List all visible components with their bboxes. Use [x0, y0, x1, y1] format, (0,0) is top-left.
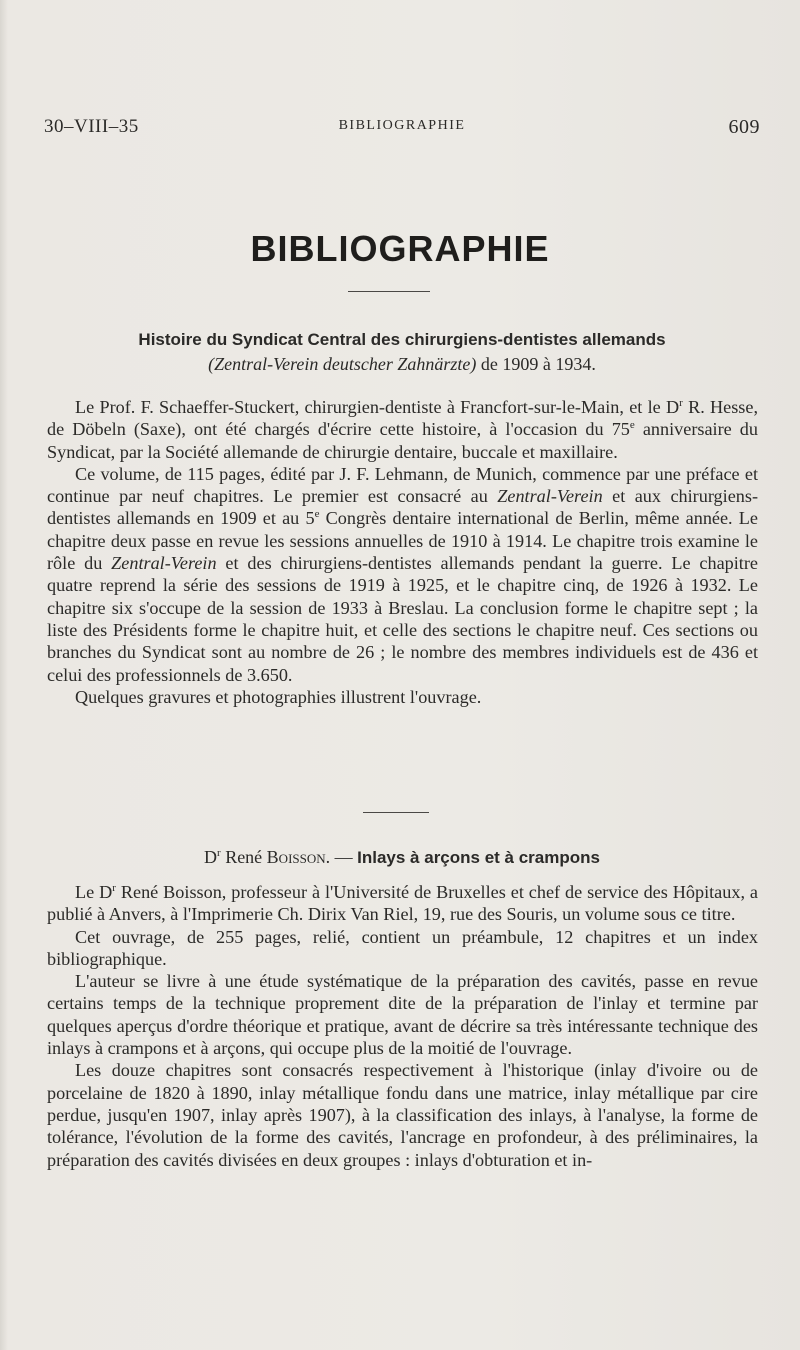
section2-paragraph-1 [47, 881, 758, 926]
superscript: r [679, 396, 683, 409]
section1-paragraph-2 [47, 463, 758, 686]
section2-heading [44, 845, 760, 870]
running-head-date: 30–VIII–35 [44, 116, 139, 137]
heading-dash: . — [325, 847, 358, 867]
section1-subtitle [44, 352, 760, 376]
section1-body [47, 396, 758, 708]
section2-title: Inlays à arçons et à crampons [357, 848, 600, 867]
superscript: r [112, 881, 116, 894]
superscript: e [314, 508, 320, 521]
text-run: Ce volume, de 115 pages, édité par J. F. Lehmann, de Munich, commence par une préface et continue par neuf chapitres. Le premier est consacré au [47, 463, 758, 507]
running-head-section: BIBLIOGRAPHIE [338, 118, 466, 133]
section2-body [47, 881, 758, 1171]
text-run: anniversaire du Syndicat, par la Société allemande de chirurgie dentaire, buccale et maxillaire. [47, 419, 758, 462]
superscript: r [217, 847, 221, 859]
italic-run: Zentral-Verein [111, 553, 217, 574]
text-run: Le Prof. F. Schaeffer-Stuckert, chirurgien-dentiste à Francfort-sur-le-Main, et le D [75, 397, 680, 417]
section1-subtitle-italic: (Zentral-Verein deutscher Zahnärzte) [208, 354, 477, 374]
section1-subtitle-rest: de 1909 à 1934. [476, 354, 596, 374]
title-divider [348, 291, 430, 292]
running-head [44, 116, 760, 140]
superscript: e [629, 419, 635, 432]
text-run: et des chirurgiens-dentistes allemands pendant la guerre. Le chapitre quatre reprend la série des sessions de 1919 à 1925, et le chapitre cinq, de 1926 à 1932. Le chapitre six s'occupe de la session de 1933 à Breslau. La conclusion forme le chapitre sept ; la liste des Présidents forme le chapitre huit, et celle des sections le chapitre neuf. Ces sections ou branches du Syndicat sont au nombre de 26 ; le nombre des membres individuels est de 436 et celui des professionnels de 3.650. [47, 553, 758, 685]
text-run: et aux chirurgiens-dentistes allemands en 1909 et au 5 [47, 486, 758, 529]
section1-heading [44, 328, 760, 376]
section1-paragraph-3: Quelques gravures et photographies illustrent l'ouvrage. [75, 686, 482, 707]
text-run: Le D [75, 882, 113, 902]
page-title: BIBLIOGRAPHIE [250, 228, 550, 269]
section1-paragraph-1 [47, 396, 758, 463]
section2-paragraph-2: Cet ouvrage, de 255 pages, relié, contient un préambule, 12 chapitres et un index bibliographique. [47, 926, 758, 969]
text-run: Congrès dentaire international de Berlin, même année. Le chapitre deux passe en revue les sessions annuelles de 1910 à 1914. Le chapitre trois examine le rôle du [47, 508, 758, 574]
text-run: R. Hesse, de Döbeln (Saxe), ont été chargés d'écrire cette histoire, à l'occasion du 75 [47, 397, 758, 440]
italic-run: Zentral-Verein [497, 486, 603, 507]
section-divider [363, 812, 429, 813]
author-prefix: D [204, 847, 218, 867]
author-name: René [220, 847, 267, 867]
section2-paragraph-3: L'auteur se livre à une étude systématique de la préparation des cavités, passe en revue certains temps de la technique proprement dite de la préparation de l'inlay et termine par quelques aperçus d'ordre théorique et pratique, avant de décrire sa très intéressante technique des inlays à crampons et à arçons, qui occupe plus de la moitié de l'ouvrage. [47, 971, 758, 1059]
text-run: René Boisson, professeur à l'Université de Bruxelles et chef de service des Hôpitaux, a publié à Anvers, à l'Imprimerie Ch. Dirix Van Riel, 19, rue des Souris, un volume sous ce titre. [47, 882, 758, 925]
author-surname: Boisson [266, 847, 326, 867]
page-number: 609 [728, 116, 760, 138]
section1-title: Histoire du Syndicat Central des chirurgiens-dentistes allemands [138, 330, 666, 349]
section2-paragraph-4: Les douze chapitres sont consacrés respectivement à l'historique (inlay d'ivoire ou de porcelaine de 1820 à 1890, inlay métallique fondu dans une matrice, inlay métallique par cire perdue, jusqu'en 1907, inlay après 1907), à la classification des inlays, à l'analyse, la forme de tolérance, l'évolution de la forme des cavités, l'ancrage en profondeur, à des préliminaires, la préparation des cavités divisées en deux groupes : inlays d'obturation et in- [47, 1060, 758, 1170]
